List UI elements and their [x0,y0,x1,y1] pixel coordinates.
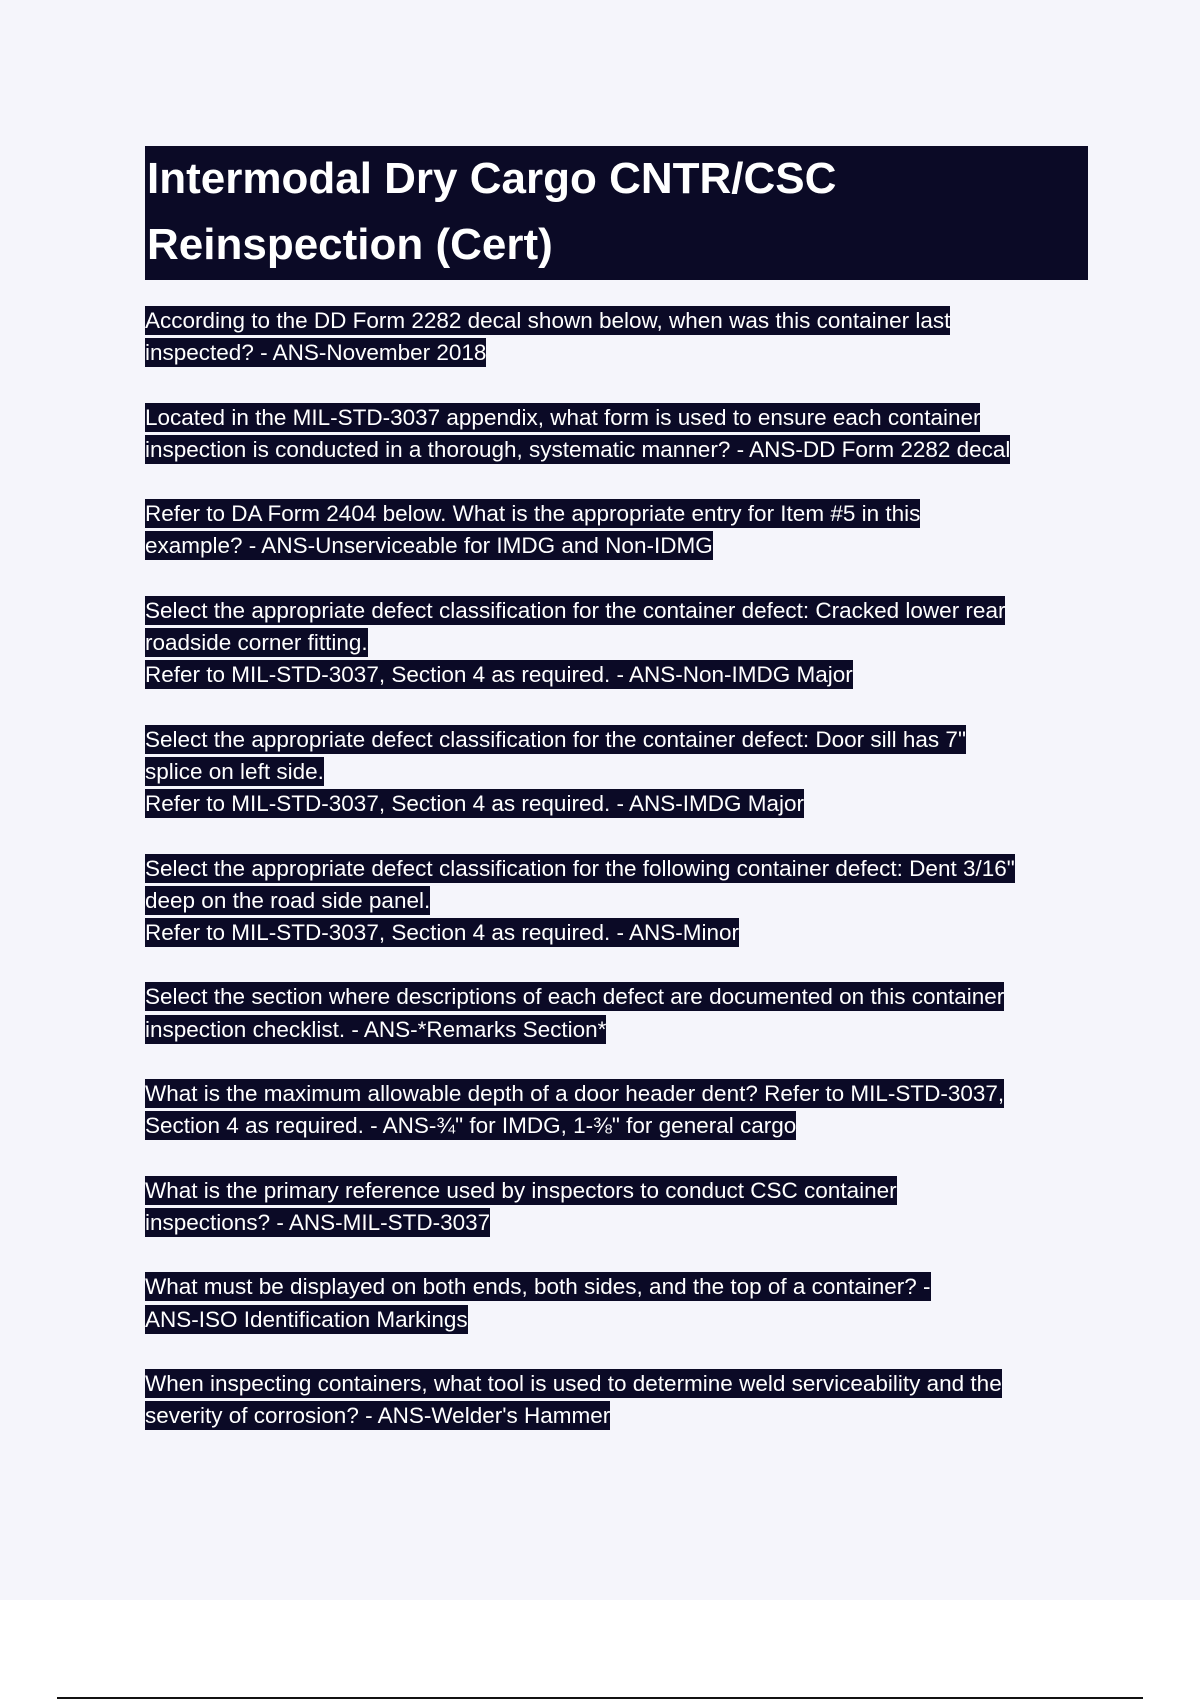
qa-line: Refer to MIL-STD-3037, Section 4 as required. - ANS-IMDG Major [145,791,804,817]
qa-item-10 [145,1271,1095,1336]
qa-list [145,305,1095,1432]
qa-line: What must be displayed on both ends, both sides, and the top of a container? - [145,1274,931,1300]
qa-item-9 [145,1175,1095,1240]
qa-line: Refer to DA Form 2404 below. What is the appropriate entry for Item #5 in this [145,501,921,527]
qa-line: Select the section where descriptions of each defect are documented on this container [145,984,1005,1010]
qa-item-4 [145,595,1095,692]
qa-item-6 [145,853,1095,950]
qa-line: inspection is conducted in a thorough, systematic manner? - ANS-DD Form 2282 decal [145,436,1011,462]
qa-line: Located in the MIL-STD-3037 appendix, what form is used to ensure each container [145,404,981,430]
qa-line: splice on left side. [145,758,324,784]
qa-line: roadside corner fitting. [145,630,368,656]
qa-item-7 [145,981,1095,1046]
qa-line: What is the primary reference used by inspectors to conduct CSC container [145,1177,897,1203]
qa-item-1 [145,305,1095,370]
qa-line: Section 4 as required. - ANS-¾" for IMDG, 1-⅜" for general cargo [145,1113,797,1139]
footer-divider [57,1697,1143,1699]
qa-line: inspections? - ANS-MIL-STD-3037 [145,1209,491,1235]
qa-line: Select the appropriate defect classification for the container defect: Cracked lower rear [145,597,1006,623]
qa-line: When inspecting containers, what tool is used to determine weld serviceability and the [145,1370,1002,1396]
qa-item-2 [145,402,1095,467]
qa-item-8 [145,1078,1095,1143]
qa-item-5 [145,724,1095,821]
qa-item-11 [145,1368,1095,1433]
qa-line: example? - ANS-Unserviceable for IMDG and Non-IDMG [145,533,713,559]
title-line-2: Reinspection (Cert) [147,220,553,269]
qa-line: inspected? - ANS-November 2018 [145,340,487,366]
qa-line: What is the maximum allowable depth of a door header dent? Refer to MIL-STD-3037, [145,1081,1005,1107]
qa-line: Refer to MIL-STD-3037, Section 4 as required. - ANS-Minor [145,920,739,946]
qa-line: ANS-ISO Identification Markings [145,1306,468,1332]
qa-line: deep on the road side panel. [145,887,431,913]
qa-item-3 [145,498,1095,563]
qa-line: According to the DD Form 2282 decal shown below, when was this container last [145,308,951,333]
qa-line: severity of corrosion? - ANS-Welder's Hammer [145,1403,611,1429]
qa-line: Refer to MIL-STD-3037, Section 4 as required. - ANS-Non-IMDG Major [145,662,853,688]
title-line-1: Intermodal Dry Cargo CNTR/CSC [147,154,837,203]
qa-line: inspection checklist. - ANS-*Remarks Section* [145,1016,607,1042]
qa-line: Select the appropriate defect classification for the container defect: Door sill has 7" [145,726,966,752]
document-title [145,146,1088,280]
qa-line: Select the appropriate defect classification for the following container defect: Dent 3/16" [145,855,1015,881]
